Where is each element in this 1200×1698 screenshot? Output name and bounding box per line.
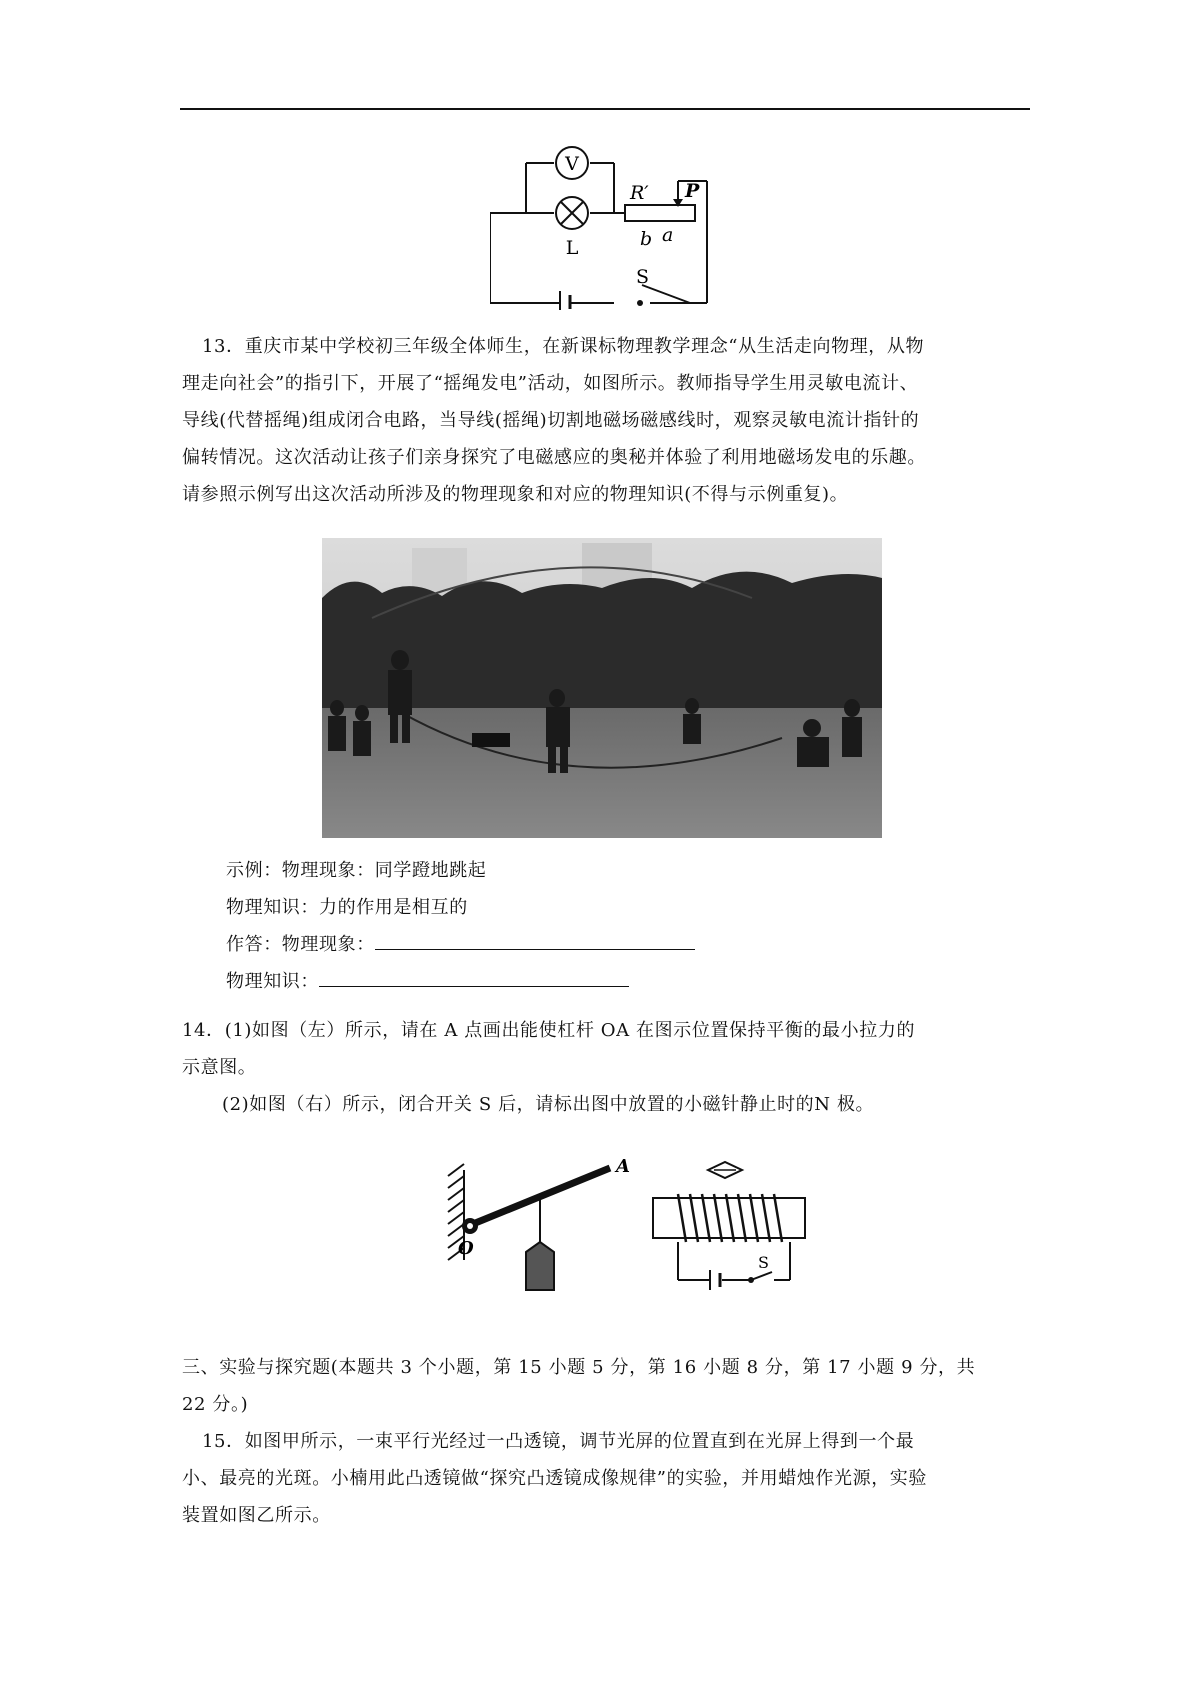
- q13-answer-area: [226, 852, 1026, 1000]
- q14-line-1: 14．(1)如图（左）所示，请在 A 点画出能使杠杆 OA 在图示位置保持平衡的最小拉力的: [182, 1020, 916, 1041]
- rope-activity-photo: [322, 538, 882, 838]
- q13-line-1: 13．重庆市某中学校初三年级全体师生，在新课标物理教学理念“从生活走向物理，从物: [202, 336, 925, 357]
- end-a-label: a: [662, 224, 674, 246]
- solenoid-switch-label: S: [758, 1253, 769, 1272]
- question-15: [182, 1423, 1030, 1534]
- q14-line-2: 示意图。: [182, 1057, 257, 1078]
- q14-part-2: (2)如图（右）所示，闭合开关 S 后，请标出图中放置的小磁针静止时的N 极。: [222, 1094, 875, 1115]
- q15-line-1: 15．如图甲所示，一束平行光经过一凸透镜，调节光屏的位置直到在光屏上得到一个最: [202, 1431, 915, 1452]
- lever-end-label: A: [616, 1156, 630, 1177]
- answer-phenomenon-label: 作答：物理现象：: [226, 934, 375, 955]
- lever-pivot-label: O: [458, 1238, 474, 1259]
- question-14: [182, 1012, 1030, 1123]
- section-3-heading: [182, 1349, 1030, 1423]
- lamp-label: L: [565, 237, 579, 259]
- end-b-label: b: [640, 228, 653, 250]
- q13-line-5: 请参照示例写出这次活动所涉及的物理现象和对应的物理知识(不得与示例重复)。: [182, 484, 849, 505]
- answer-knowledge-blank[interactable]: [319, 968, 629, 987]
- header-rule: [180, 108, 1030, 110]
- example-knowledge: 物理知识：力的作用是相互的: [226, 897, 468, 918]
- q13-line-2: 理走向社会”的指引下，开展了“摇绳发电”活动，如图所示。教师指导学生用灵敏电流计、: [182, 373, 919, 394]
- slider-label: P: [685, 180, 700, 202]
- switch-label: S: [636, 266, 650, 288]
- q13-line-4: 偏转情况。这次活动让孩子们亲身探究了电磁感应的奥秘并体验了利用地磁场发电的乐趣。: [182, 447, 926, 468]
- rheostat-label: R′: [630, 182, 649, 204]
- q13-line-3: 导线(代替摇绳)组成闭合电路，当导线(摇绳)切割地磁场磁感线时，观察灵敏电流计指针的: [182, 410, 920, 431]
- circuit-diagram: [490, 145, 720, 310]
- example-phenomenon: 示例：物理现象：同学蹬地跳起: [226, 860, 487, 881]
- answer-knowledge-label: 物理知识：: [226, 971, 319, 992]
- voltmeter-label: V: [565, 153, 579, 175]
- question-13: [182, 328, 1030, 513]
- section-3-line-1: 三、实验与探究题(本题共 3 个小题，第 15 小题 5 分，第 16 小题 8 分，第 17 小题 9 分，共: [182, 1357, 976, 1378]
- section-3-line-2: 22 分。): [182, 1394, 249, 1415]
- q15-line-2: 小、最亮的光斑。小楠用此凸透镜做“探究凸透镜成像规律”的实验，并用蜡烛作光源，实验: [182, 1468, 927, 1489]
- lever-diagram: [440, 1150, 650, 1300]
- q15-line-3: 装置如图乙所示。: [182, 1505, 331, 1526]
- solenoid-diagram: [648, 1160, 818, 1300]
- answer-phenomenon-blank[interactable]: [375, 931, 695, 950]
